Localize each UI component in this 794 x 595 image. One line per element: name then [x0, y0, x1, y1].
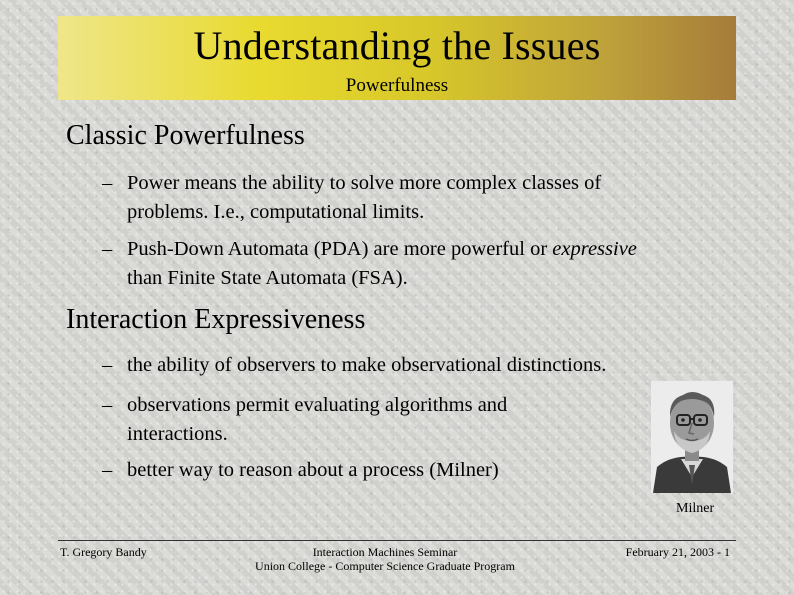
slide-title: Understanding the Issues [193, 23, 601, 68]
footer-divider [58, 540, 736, 541]
bullet-dash: – [102, 354, 113, 376]
emphasis-expressive: expressive [552, 238, 637, 260]
bullet-dash: – [102, 459, 113, 481]
bullet-dash: – [102, 238, 113, 260]
bullet-line: the ability of observers to make observational distinctions. [127, 354, 607, 376]
bullet-line: interactions. [127, 423, 228, 445]
milner-photo [651, 381, 733, 493]
footer-event-title: Interaction Machines Seminar [312, 545, 458, 559]
bullet-dash: – [102, 394, 113, 416]
bullet-line: Power means the ability to solve more complex classes of [127, 172, 602, 194]
section-heading-interaction-expressiveness: Interaction Expressiveness [66, 304, 366, 335]
portrait-image [651, 381, 733, 493]
footer-date-page: February 21, 2003 - 1 [625, 545, 730, 559]
slide-subtitle: Powerfulness [345, 75, 449, 96]
bullet-dash: – [102, 172, 113, 194]
footer-event [240, 545, 530, 573]
footer-author: T. Gregory Bandy [60, 545, 147, 559]
title-banner [58, 16, 736, 100]
bullet-text: Push-Down Automata (PDA) are more powerful or [127, 238, 553, 260]
bullet-line: problems. I.e., computational limits. [127, 201, 425, 223]
footer-event-org: Union College - Computer Science Graduate Program [255, 559, 515, 573]
bullet-line: better way to reason about a process (Milner) [127, 459, 499, 481]
photo-caption: Milner [676, 501, 715, 516]
bullet-line: than Finite State Automata (FSA). [127, 267, 408, 289]
bullet-line [127, 236, 637, 262]
section-heading-classic-powerfulness: Classic Powerfulness [66, 120, 305, 151]
bullet-line: observations permit evaluating algorithms and [127, 394, 508, 416]
